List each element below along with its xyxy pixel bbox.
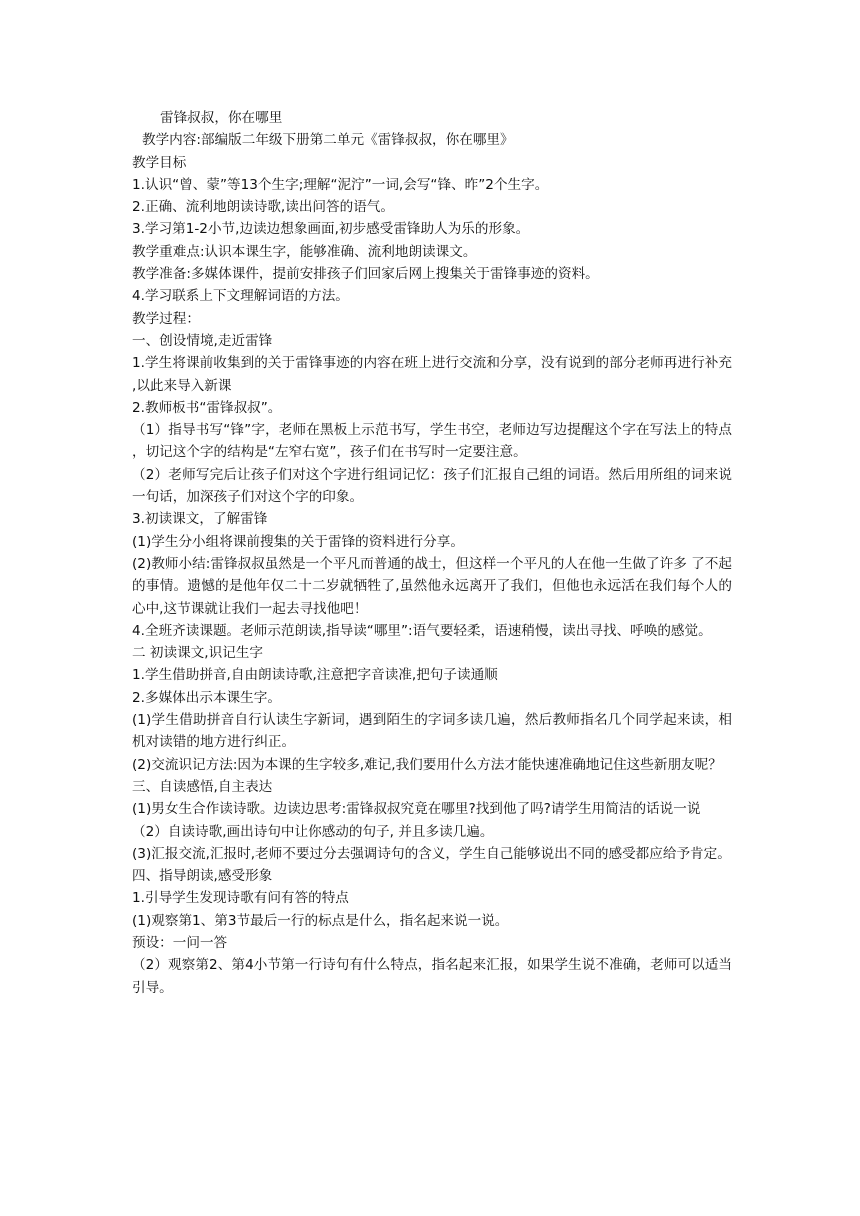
paragraph: 教学目标	[132, 154, 187, 171]
paragraph: 教学准备:多媒体课件，提前安排孩子们回家后网上搜集关于雷锋事迹的资料。	[132, 266, 599, 283]
paragraph: 1.学生借助拼音,自由朗读诗歌,注意把字音读准,把句子读通顺	[132, 667, 498, 684]
document-title: 雷锋叔叔，你在哪里	[160, 110, 283, 126]
paragraph: (2)交流识记方法:因为本课的生字较多,难记,我们要用什么方法才能快速准确地记住这些新朋友呢？	[132, 756, 722, 773]
paragraph: (1)学生分小组将课前搜集的关于雷锋的资料进行分享。	[132, 533, 464, 550]
paragraph: （2）老师写完后让孩子们对这个字进行组词记忆：孩子们汇报自己组的词语。然后用所组的词来说一句话，加深孩子们对这个字的印象。	[132, 466, 732, 506]
paragraph: 3.初读课文，了解雷锋	[132, 511, 268, 528]
paragraph: 1.认识“曾、蒙”等13个生字;理解“泥泞”一词,会写“锋、昨”2个生字。	[132, 176, 549, 193]
paragraph: 教学重难点:认识本课生字，能够准确、流利地朗读课文。	[132, 243, 477, 260]
document-body	[132, 152, 732, 999]
paragraph: 2.正确、流利地朗读诗歌,读出问答的语气。	[132, 199, 394, 216]
paragraph: (1)观察第1、第3节最后一行的标点是什么，指名起来说一说。	[132, 912, 509, 929]
section-heading: 四、指导朗读,感受形象	[132, 868, 273, 885]
paragraph: 3.学习第1-2小节,边读边想象画面,初步感受雷锋助人为乐的形象。	[132, 221, 530, 238]
paragraph: （1）指导书写“锋”字，老师在黑板上示范书写，学生书空，老师边写边提醒这个字在写法上的特点，切记这个字的结构是“左窄右宽”，孩子们在书写时一定要注意。	[132, 422, 732, 461]
paragraph: 1.引导学生发现诗歌有问有答的特点	[132, 890, 349, 907]
section-heading: 二 初读课文,识记生字	[132, 645, 263, 662]
paragraph: 4.学习联系上下文理解词语的方法。	[132, 288, 349, 305]
paragraph: 预设：一问一答	[132, 934, 228, 951]
paragraph: 1.学生将课前收集到的关于雷锋事迹的内容在班上进行交流和分享，没有说到的部分老师再进行补充,以此来导入新课	[132, 355, 732, 394]
paragraph: (1)学生借助拼音自行认读生字新词，遇到陌生的字词多读几遍，然后教师指名几个同学起来读，相机对读错的地方进行纠正。	[132, 712, 732, 751]
section-heading: 三、自读感悟,自主表达	[132, 778, 273, 795]
paragraph: 教学过程：	[132, 310, 200, 327]
paragraph: （2）自读诗歌,画出诗句中让你感动的句子, 并且多读几遍。	[132, 823, 494, 840]
document-page	[132, 107, 732, 999]
paragraph: 2.教师板书“雷锋叔叔”。	[132, 399, 282, 416]
teaching-content-line: 教学内容:部编版二年级下册第二单元《雷锋叔叔，你在哪里》	[142, 132, 514, 149]
section-heading: 一、创设情境,走近雷锋	[132, 332, 273, 349]
paragraph: (2)教师小结:雷锋叔叔虽然是一个平凡而普通的战士，但这样一个平凡的人在他一生做了许多 了不起的事情。遗憾的是他年仅二十二岁就牺牲了,虽然他永远离开了我们，但他也永远活在我们每个人的心中,这节课就让我们一起去寻找他吧！	[132, 555, 732, 617]
paragraph: （2）观察第2、第4小节第一行诗句有什么特点，指名起来汇报，如果学生说不准确，老师可以适当引导。	[132, 957, 732, 996]
paragraph: (3)汇报交流,汇报时,老师不要过分去强调诗句的含义，学生自己能够说出不同的感受都应给予肯定。	[132, 845, 731, 862]
paragraph: (1)男女生合作读诗歌。边读边思考:雷锋叔叔究竟在哪里?找到他了吗?请学生用简洁的话说一说	[132, 801, 701, 818]
paragraph: 4.全班齐读课题。老师示范朗读,指导读“哪里”:语气要轻柔，语速稍慢，读出寻找、呼唤的感觉。	[132, 622, 712, 639]
paragraph: 2.多媒体出示本课生字。	[132, 689, 281, 706]
